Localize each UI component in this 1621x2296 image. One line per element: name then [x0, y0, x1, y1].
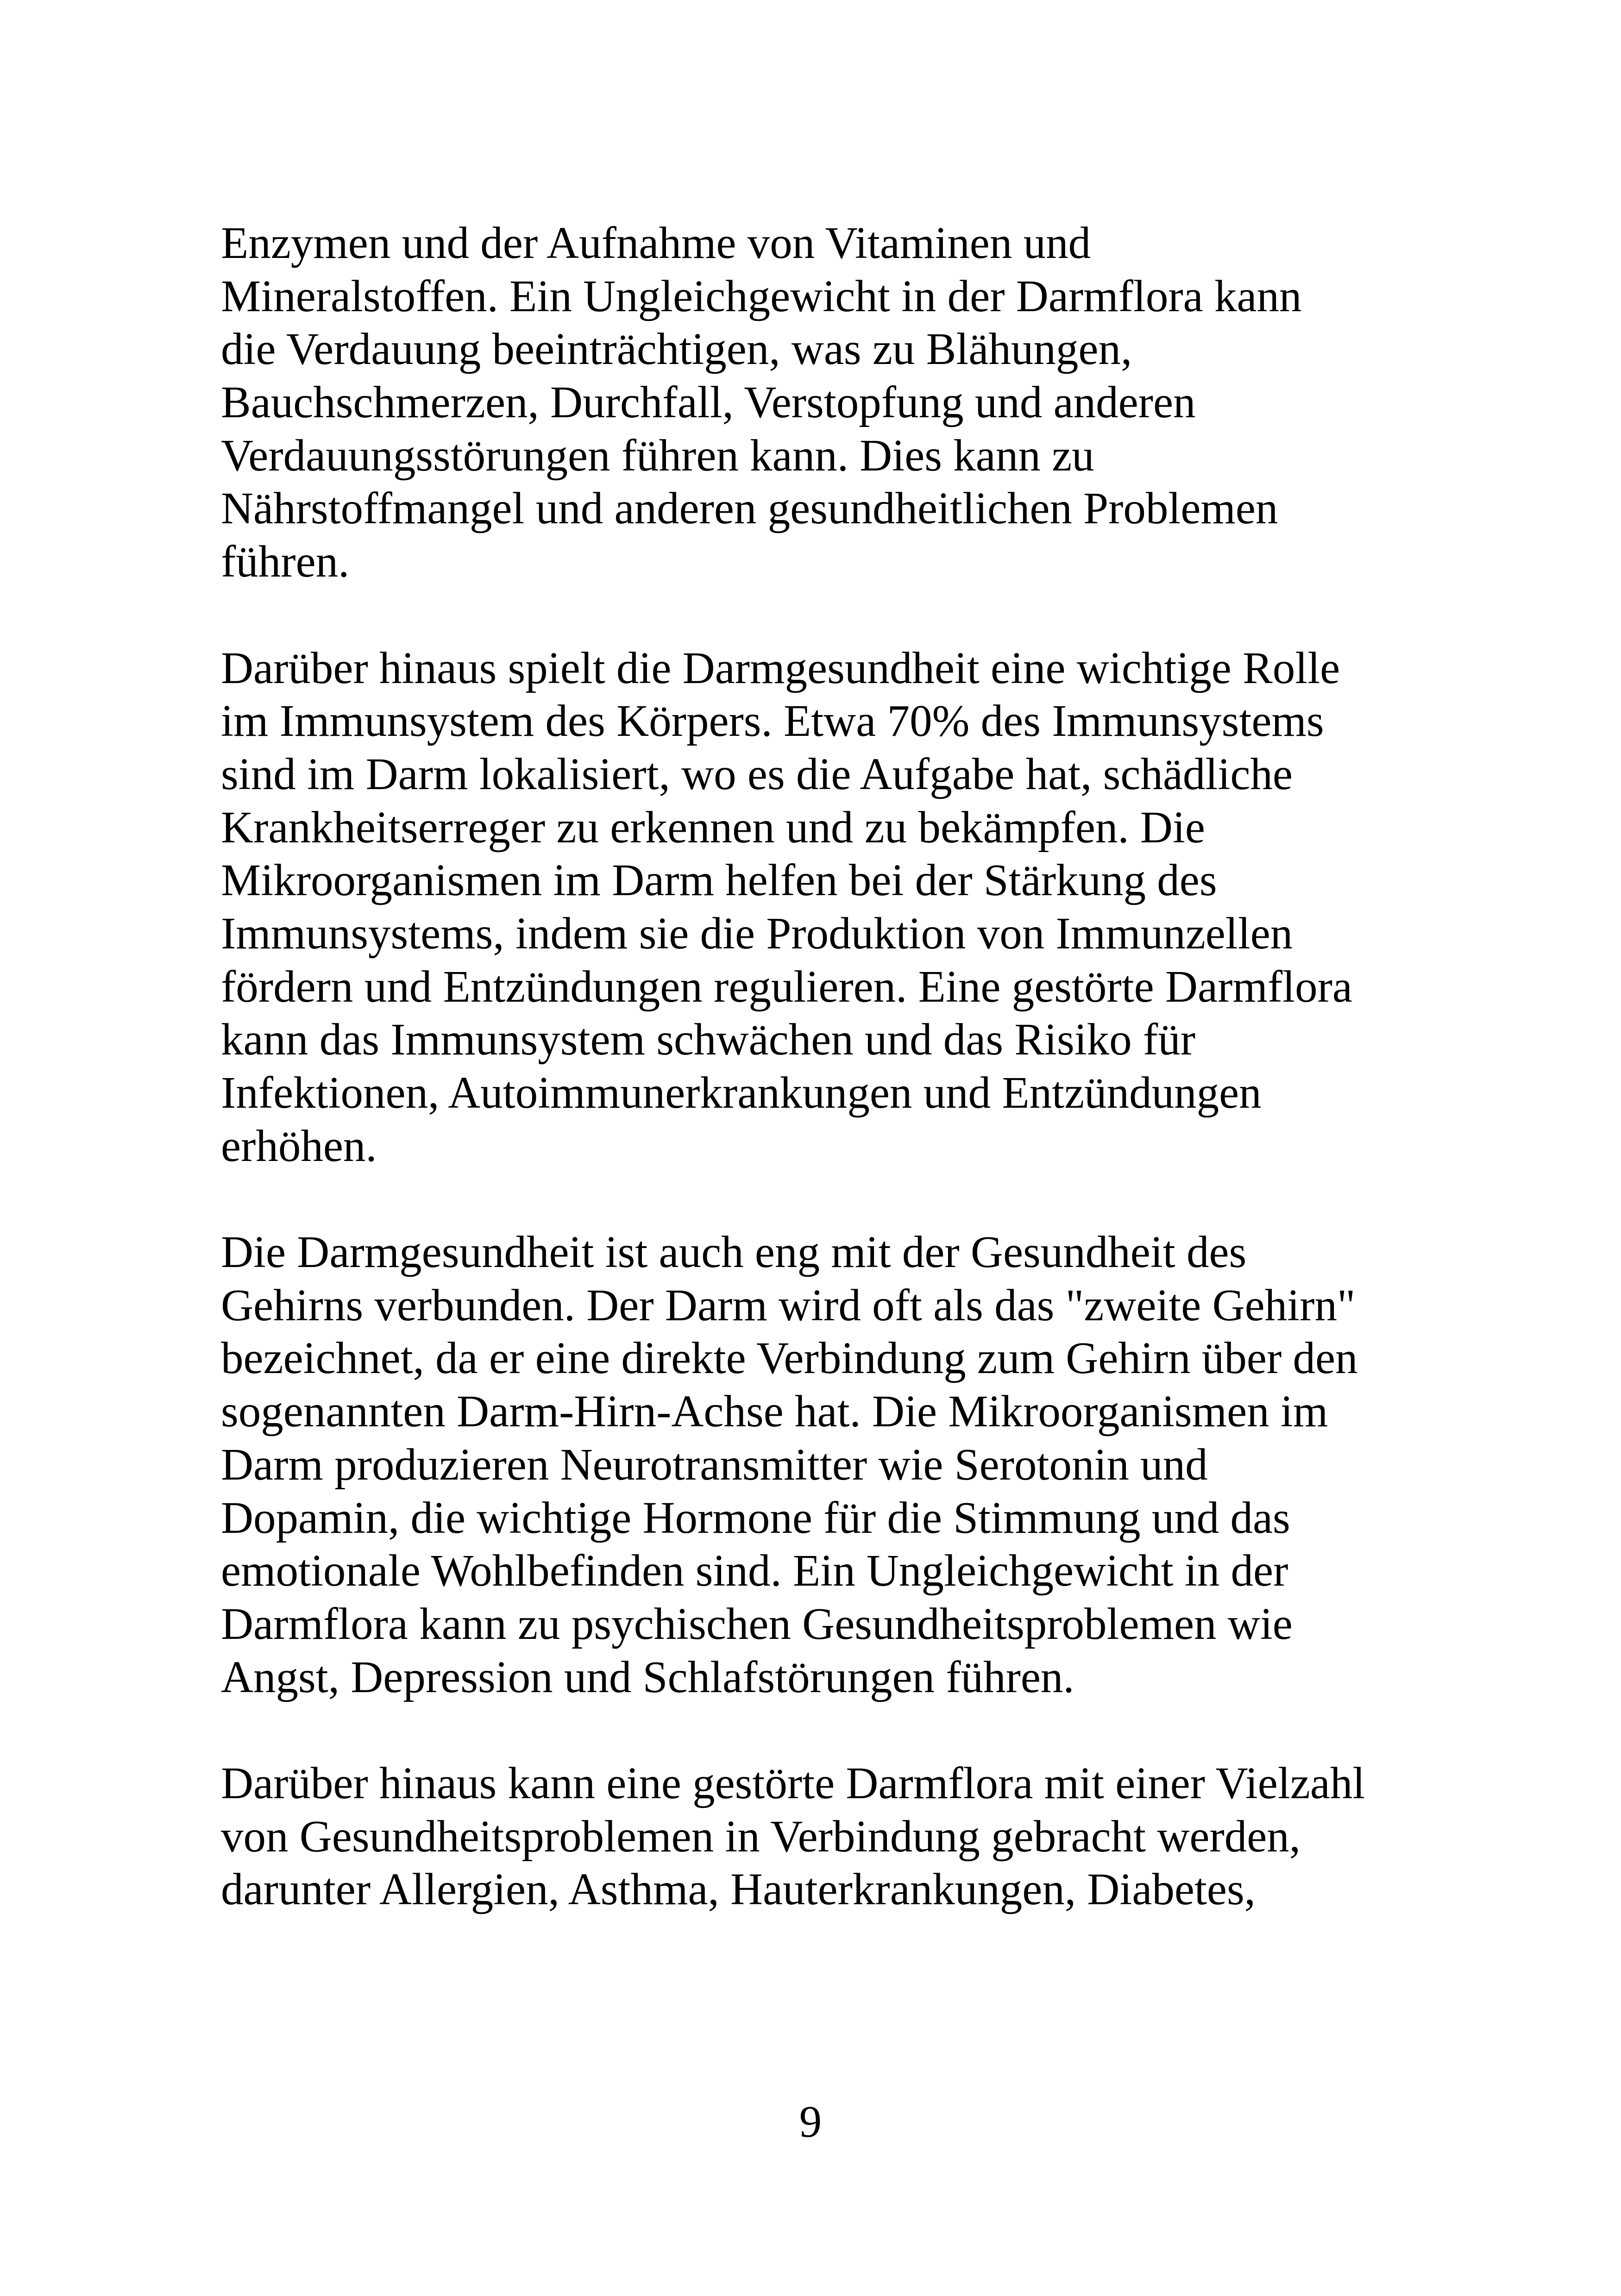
text-line: bezeichnet, da er eine direkte Verbindung zum Gehirn über den: [221, 1333, 1358, 1383]
text-line: Mineralstoffen. Ein Ungleichgewicht in der Darmflora kann: [221, 271, 1302, 321]
text-line: im Immunsystem des Körpers. Etwa 70% des Immunsystems: [221, 696, 1324, 746]
text-line: Nährstoffmangel und anderen gesundheitlichen Problemen: [221, 483, 1278, 533]
text-line: Darmflora kann zu psychischen Gesundheitsproblemen wie: [221, 1599, 1293, 1649]
text-line: von Gesundheitsproblemen in Verbindung gebracht werden,: [221, 1811, 1301, 1861]
text-line: Darm produzieren Neurotransmitter wie Serotonin und: [221, 1439, 1208, 1489]
text-line: Krankheitserreger zu erkennen und zu bekämpfen. Die: [221, 802, 1205, 852]
text-line: Angst, Depression und Schlafstörungen führen.: [221, 1652, 1074, 1702]
text-line: Darüber hinaus spielt die Darmgesundheit eine wichtige Rolle: [221, 643, 1340, 693]
text-line: die Verdauung beeinträchtigen, was zu Blähungen,: [221, 324, 1132, 374]
text-line: Infektionen, Autoimmunerkrankungen und Entzündungen: [221, 1068, 1262, 1117]
text-line: Enzymen und der Aufnahme von Vitaminen und: [221, 218, 1091, 268]
paragraph-4: [221, 1757, 1448, 1916]
text-line: Darüber hinaus kann eine gestörte Darmflora mit einer Vielzahl: [221, 1758, 1365, 1808]
text-line: sogenannten Darm-Hirn-Achse hat. Die Mikroorganismen im: [221, 1386, 1328, 1437]
text-line: kann das Immunsystem schwächen und das Risiko für: [221, 1015, 1196, 1065]
text-line: fördern und Entzündungen regulieren. Eine gestörte Darmflora: [221, 961, 1352, 1011]
paragraph-2: [221, 642, 1448, 1173]
page-number: 9: [799, 2097, 822, 2146]
text-line: emotionale Wohlbefinden sind. Ein Ungleichgewicht in der: [221, 1546, 1288, 1596]
text-line: darunter Allergien, Asthma, Hauterkrankungen, Diabetes,: [221, 1864, 1256, 1914]
text-line: führen.: [221, 537, 350, 587]
text-line: Verdauungsstörungen führen kann. Dies kann zu: [221, 430, 1094, 480]
text-line: Bauchschmerzen, Durchfall, Verstopfung und anderen: [221, 377, 1196, 427]
body-text: [221, 217, 1448, 1916]
text-line: Gehirns verbunden. Der Darm wird oft als das "zweite Gehirn": [221, 1280, 1356, 1330]
paragraph-3: [221, 1226, 1448, 1704]
text-line: Mikroorganismen im Darm helfen bei der Stärkung des: [221, 855, 1217, 905]
text-line: Dopamin, die wichtige Hormone für die Stimmung und das: [221, 1493, 1290, 1543]
text-line: erhöhen.: [221, 1121, 377, 1171]
text-line: Immunsystems, indem sie die Produktion von Immunzellen: [221, 908, 1293, 958]
text-line: Die Darmgesundheit ist auch eng mit der Gesundheit des: [221, 1227, 1247, 1277]
paragraph-1: [221, 217, 1448, 589]
text-line: sind im Darm lokalisiert, wo es die Aufgabe hat, schädliche: [221, 749, 1293, 799]
